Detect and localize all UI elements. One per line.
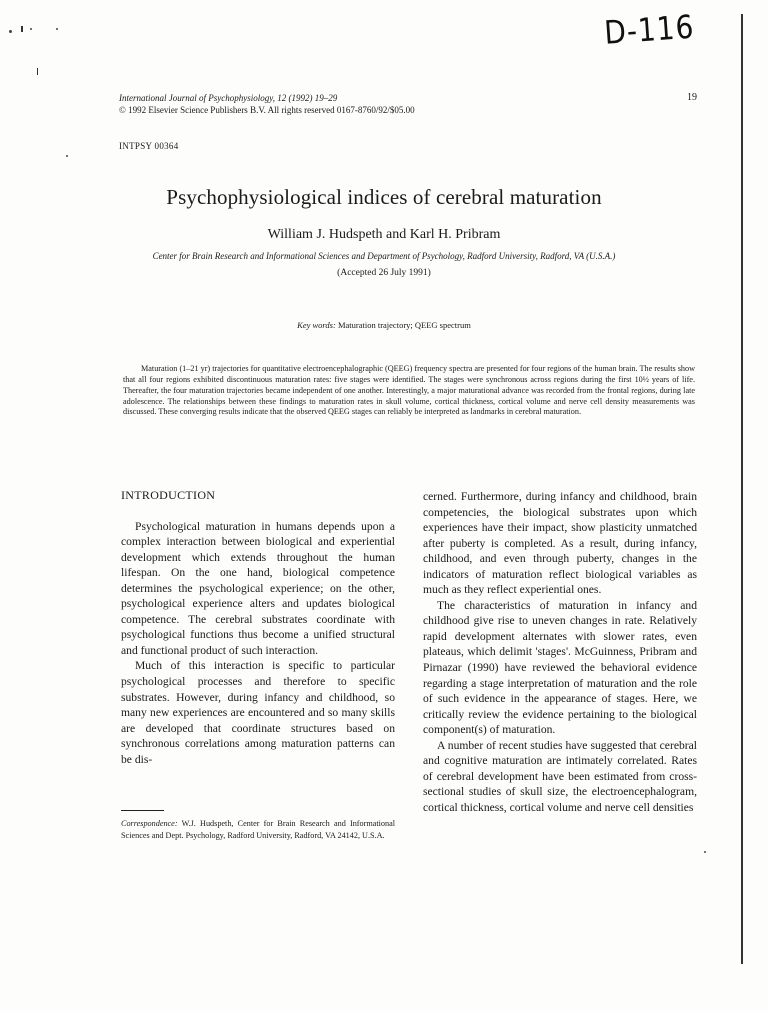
body-column-right [423,489,697,815]
scan-speck [56,28,58,30]
body-paragraph: cerned. Furthermore, during infancy and childhood, brain competencies, the biological substrates upon which experiences have their impact, show plasticity unmatched after puberty is completed. As a result, during infancy, childhood, and even through puberty, changes in the indicators of maturation reflect biological variables as much as they reflect experiential ones. [423,490,697,597]
scan-speck [9,30,12,33]
paper-title: Psychophysiological indices of cerebral maturation [166,185,602,209]
abstract: Maturation (1–21 yr) trajectories for quantitative electroencephalographic (QEEG) frequency spectra are presented for four regions of the human brain. The results show that all four regions exhibited discontinuous maturation rates: five stages were identified. The stages were synchronous across regions during the first 10½ years of life. Thereafter, the four maturation trajectories became independent of one another. Interestingly, a major maturational advance was recorded from the frontal regions, during late adolescence. The relationships between these findings to maturation rates in skull volume, cortical thickness, cortical volume and nerve cell density measurements was discussed. These converging results indicate that the observed QEEG stages can reliably be interpreted as landmarks in cerebral maturation. [123,364,695,417]
body-paragraph: Much of this interaction is specific to particular psychological processes and therefore to specific substrates. However, during infancy and childhood, so many new experiences are encountered and so many skills are developed that coordinate structures based on synchronous correlations among maturation patterns can be dis- [121,659,395,766]
correspondence-label: Correspondence: [121,819,178,828]
page-number: 19 [687,92,697,103]
body-paragraph: The characteristics of maturation in infancy and childhood give rise to uneven changes in rate. Relatively rapid development alternates with slower rates, even plateaus, which delimit 'stages'. McGuinness, Pribram and Pirnazar (1990) have reviewed the behavioral evidence regarding a stage interpretation of maturation and the role of such evidence in the appearance of stages. Here, we critically review the evidence pertaining to the biological component(s) of maturation. [423,598,697,737]
keywords-label: Key words: [297,320,336,330]
keywords [0,320,768,330]
footnote-divider [121,810,164,811]
scan-speck [704,851,706,853]
scan-speck [30,28,32,30]
affiliation: Center for Brain Research and Informational Sciences and Department of Psychology, Radford University, Radford, VA (U.S.A.) [152,251,616,261]
body-column-left [121,488,395,767]
scan-speck [37,68,38,75]
correspondence-text: W.J. Hudspeth, Center for Brain Research and Informational Sciences and Dept. Psychology, Radford University, Radford, VA 24142, U.S.A. [121,819,395,840]
scan-speck [66,155,68,157]
article-code: INTPSY 00364 [119,141,179,151]
scan-border-line [741,14,743,964]
keywords-text: Maturation trajectory; QEEG spectrum [337,320,471,330]
copyright-notice: © 1992 Elsevier Science Publishers B.V. All rights reserved 0167-8760/92/$05.00 [119,105,415,115]
journal-citation: International Journal of Psychophysiology, 12 (1992) 19–29 [119,93,338,103]
scan-speck [21,26,23,32]
handwritten-document-label: D-116 [603,7,696,52]
correspondence-footnote [121,818,395,842]
authors: William J. Hudspeth and Karl H. Pribram [267,227,501,242]
body-paragraph: A number of recent studies have suggested that cerebral and cognitive maturation are intimately correlated. Rates of cerebral development have been estimated from cross-sectional studies of skull size, the electroencephalogram, cortical thickness, cortical volume and nerve cell densities [423,738,697,814]
section-heading: INTRODUCTION [121,488,216,502]
accepted-date: (Accepted 26 July 1991) [337,268,431,278]
body-paragraph: Psychological maturation in humans depends upon a complex interaction between biological and experiential development which extends throughout the human lifespan. On the one hand, biological competence determines the psychological experience; on the other, psychological experience alters and updates biological competence. The cerebral substrates coordinate with psychological functions thus become a unified structural and functional product of such interaction. [121,519,395,657]
